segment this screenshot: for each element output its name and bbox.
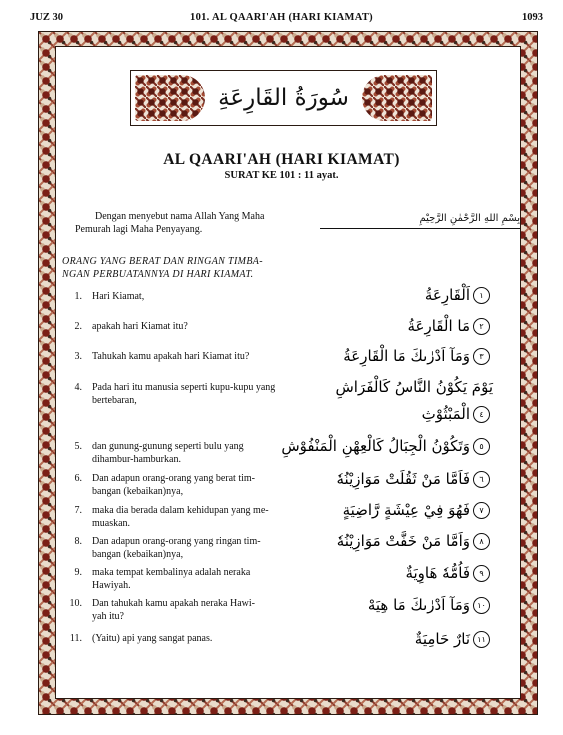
surah-title: AL QAARI'AH (HARI KIAMAT): [163, 151, 400, 168]
verse-translation: [92, 566, 322, 592]
verse-marker-icon: ٣: [473, 348, 490, 365]
section-heading-line: NGAN PERBUATANNYA DI HARI KIAMAT.: [62, 269, 254, 280]
verse-marker-icon: ٧: [473, 502, 490, 519]
verse-arabic: [407, 317, 493, 335]
verse-line: apakah hari Kiamat itu?: [92, 321, 188, 332]
verse-translation: [92, 320, 322, 333]
verse-line: Pada hari itu manusia seperti kupu-kupu yang: [92, 382, 276, 393]
verse-marker-icon: ٤: [473, 406, 490, 423]
arabic-text: الْمَبْثُوْثِ: [421, 405, 470, 423]
verse-line: (Yaitu) api yang sangat panas.: [92, 633, 213, 644]
arabic-text: وَتَكُوْنُ الْجِبَالُ كَالْعِهْنِ الْمَنْفُوْشِ: [281, 437, 470, 455]
verse-line: yah itu?: [92, 611, 124, 622]
verse-arabic: [337, 470, 494, 488]
verse-arabic: [337, 532, 493, 550]
verse-number: 9.: [74, 567, 82, 578]
verse-arabic: [422, 405, 493, 423]
arabic-text: فَاَمَّا مَنْ ثَقُلَتْ مَوَازِيْنُهٗ: [336, 470, 470, 488]
verse-number: 3.: [74, 351, 82, 362]
verse-translation: [92, 504, 322, 530]
verse-arabic: [425, 286, 493, 304]
surah-name-cartouche: [130, 70, 437, 126]
floral-ornament-icon: [362, 75, 432, 121]
verse-line: Tahukah kamu apakah hari Kiamat itu?: [92, 351, 250, 362]
running-title: 101. AL QAARI'AH (HARI KIAMAT): [190, 12, 373, 23]
verse-number: 7.: [74, 505, 82, 516]
verse-line: maka dia berada dalam kehidupan yang me-: [92, 505, 269, 516]
verse-line: maka tempat kembalinya adalah neraka: [92, 567, 251, 578]
basmala-line: Pemurah lagi Maha Penyayang.: [75, 224, 203, 235]
verse-number: 2.: [74, 321, 82, 332]
verse-arabic: [343, 347, 493, 365]
verse-marker-icon: ١٠: [473, 597, 490, 614]
arabic-text: اَلْقَارِعَةُ: [424, 286, 470, 304]
arabic-text: فَهُوَ فِيْ عِيْشَةٍ رَّاضِيَةٍ: [342, 501, 470, 519]
verse-arabic: [415, 630, 493, 648]
arabic-text: فَاُمُّهٗ هَاوِيَةٌ: [405, 564, 470, 582]
verse-line: bangan (kebaikan)nya,: [92, 549, 184, 560]
verse-number: 10.: [69, 598, 82, 609]
section-heading-line: ORANG YANG BERAT DAN RINGAN TIMBA-: [62, 256, 263, 267]
page-number: 1093: [522, 12, 543, 23]
verse-line: Hari Kiamat,: [92, 291, 145, 302]
verse-translation: [92, 597, 322, 623]
verse-translation: [92, 381, 322, 407]
basmala-arabic: بِسْمِ اللهِ الرَّحْمٰنِ الرَّحِيْمِ: [320, 212, 520, 229]
verse-line: dan gunung-gunung seperti bulu yang: [92, 441, 244, 452]
floral-ornament-icon: [135, 75, 205, 121]
verse-line: bangan (kebaikan)nya,: [92, 486, 184, 497]
verse-marker-icon: ٨: [473, 533, 490, 550]
juz-label: JUZ 30: [30, 12, 63, 23]
verse-number: 4.: [74, 382, 82, 393]
verse-line: bertebaran,: [92, 395, 137, 406]
verse-line: muaskan.: [92, 518, 131, 529]
arabic-text: مَا الْقَارِعَةُ: [407, 317, 470, 335]
page-header: [0, 0, 563, 28]
verse-marker-icon: ٥: [473, 438, 490, 455]
verse-line: Dan adapun orang-orang yang ringan tim-: [92, 536, 261, 547]
basmala-line: Dengan menyebut nama Allah Yang Maha: [95, 211, 265, 222]
verse-arabic: [343, 501, 493, 519]
verse-marker-icon: ١: [473, 287, 490, 304]
verse-arabic: [335, 378, 493, 396]
verse-arabic: [368, 596, 493, 614]
surah-subtitle: SURAT KE 101 : 11 ayat.: [224, 170, 339, 181]
verse-marker-icon: ٩: [473, 565, 490, 582]
verse-translation: [92, 632, 322, 645]
basmala-translation: [75, 210, 275, 236]
verse-marker-icon: ٦: [473, 471, 490, 488]
verse-number: 5.: [74, 441, 82, 452]
verse-marker-icon: ١١: [473, 631, 490, 648]
arabic-text: يَوْمَ يَكُوْنُ النَّاسُ كَالْفَرَاشِ: [335, 378, 493, 396]
verse-translation: [92, 290, 322, 303]
arabic-text: وَمَآ اَدْرٰىكَ مَا هِيَهْ: [367, 596, 470, 614]
surah-arabic-name: سُورَةُ القَارِعَةِ: [218, 85, 349, 111]
verse-line: Dan adapun orang-orang yang berat tim-: [92, 473, 255, 484]
verse-number: 1.: [74, 291, 82, 302]
verse-translation: [92, 350, 322, 363]
verse-number: 6.: [74, 473, 82, 484]
verse-translation: [92, 472, 322, 498]
arabic-text: وَمَآ اَدْرٰىكَ مَا الْقَارِعَةُ: [343, 347, 470, 365]
arabic-text: وَاَمَّا مَنْ خَفَّتْ مَوَازِيْنُهٗ: [336, 532, 470, 550]
verse-arabic: [405, 564, 493, 582]
verse-number: 8.: [74, 536, 82, 547]
section-heading: [62, 255, 284, 281]
verse-line: Hawiyah.: [92, 580, 131, 591]
verse-translation: [92, 535, 322, 561]
verse-line: Dan tahukah kamu apakah neraka Hawi-: [92, 598, 255, 609]
verse-number: 11.: [69, 633, 82, 644]
verse-line: dihambur-hamburkan.: [92, 454, 181, 465]
arabic-text: نَارٌ حَامِيَةٌ: [414, 630, 470, 648]
verse-marker-icon: ٢: [473, 318, 490, 335]
verse-arabic: [281, 437, 493, 455]
